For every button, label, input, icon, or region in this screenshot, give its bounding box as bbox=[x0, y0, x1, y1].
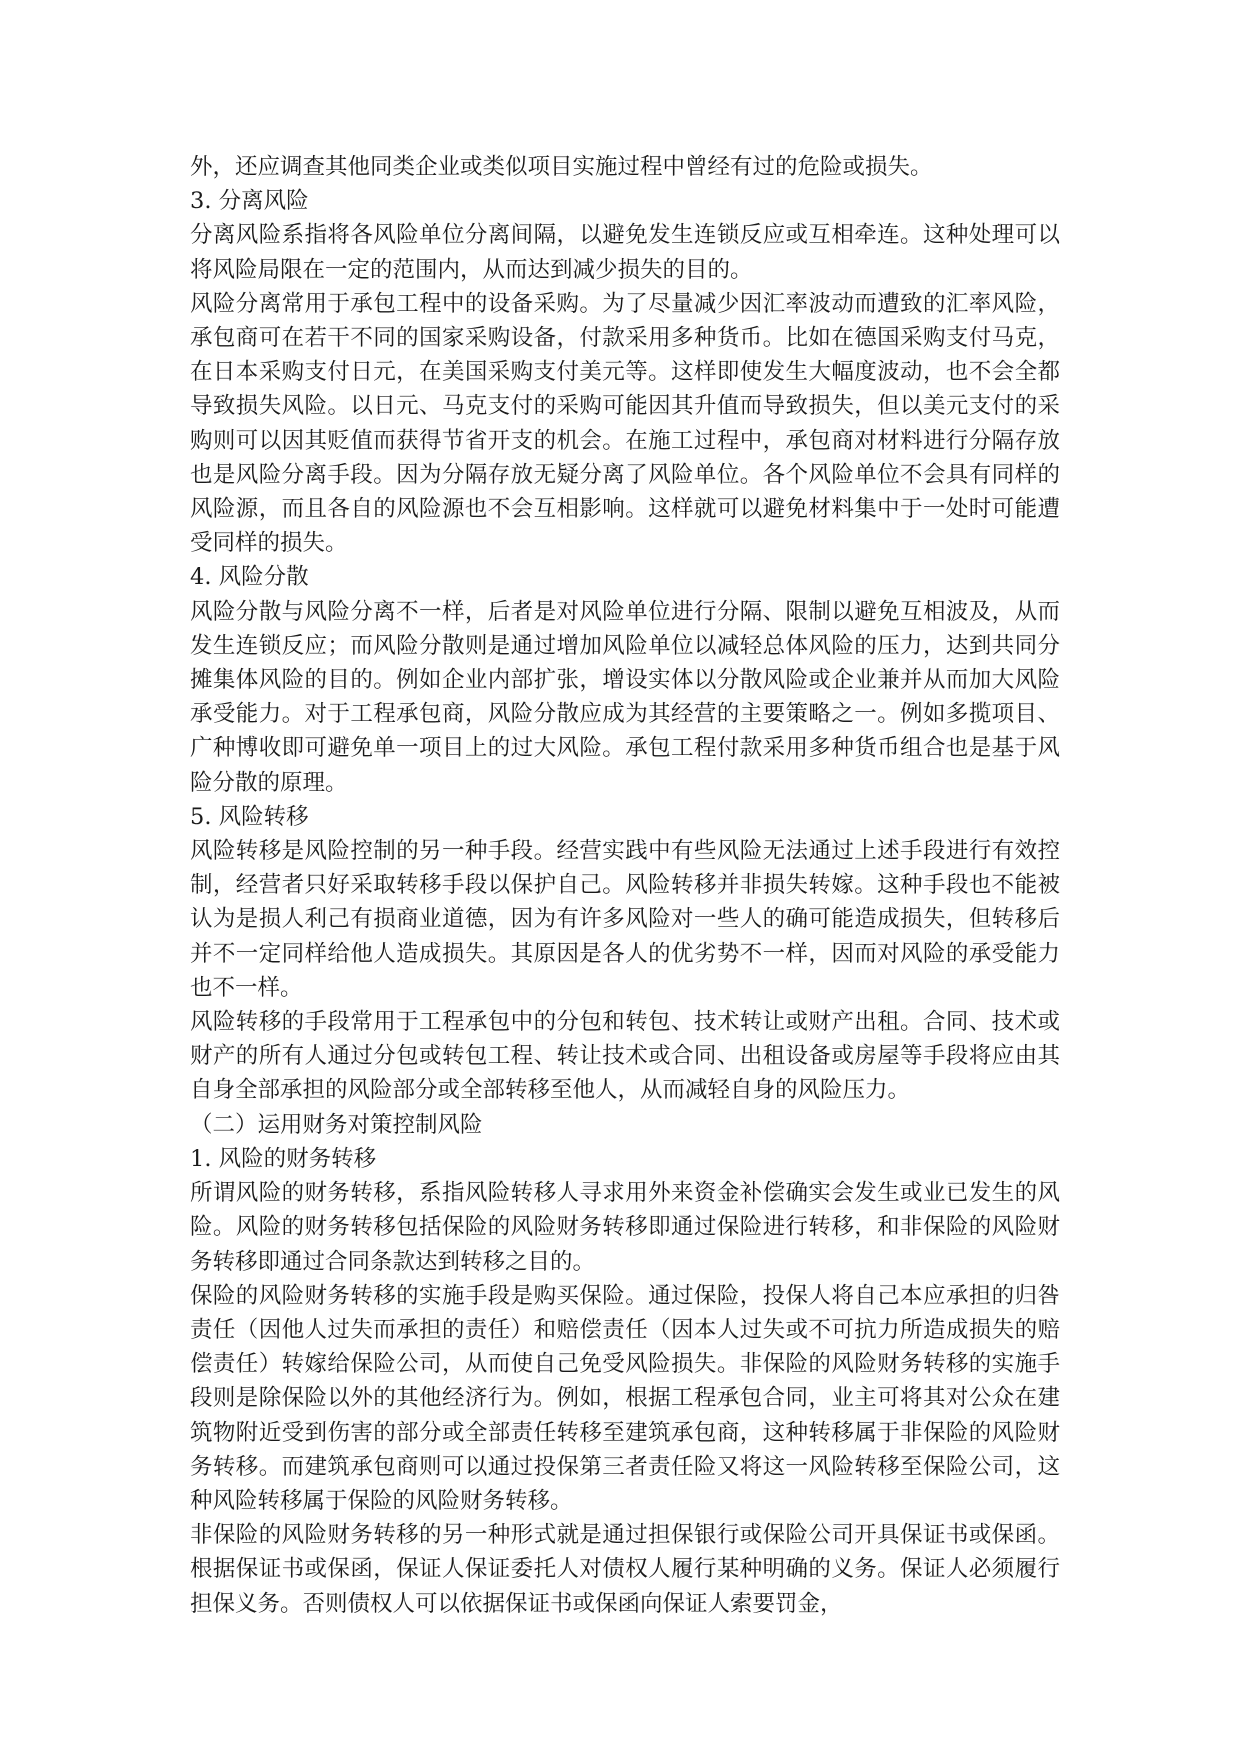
paragraph: 风险分散与风险分离不一样，后者是对风险单位进行分隔、限制以避免互相波及，从而发生连锁反应；而风险分散则是通过增加风险单位以减轻总体风险的压力，达到共同分摊集体风险的目的。例如企业内部扩张，增设实体以分散风险或企业兼并从而加大风险承受能力。对于工程承包商，风险分散应成为其经营的主要策略之一。例如多揽项目、广种博收即可避免单一项目上的过大风险。承包工程付款采用多种货币组合也是基于风险分散的原理。 bbox=[190, 598, 1060, 796]
paragraph-continuation: 外，还应调查其他同类企业或类似项目实施过程中曾经有过的危险或损失。 bbox=[190, 154, 933, 180]
document-body bbox=[190, 150, 1060, 1621]
paragraph: 风险转移是风险控制的另一种手段。经营实践中有些风险无法通过上述手段进行有效控制，经营者只好采取转移手段以保护自己。风险转移并非损失转嫁。这种手段也不能被认为是损人利己有损商业道德，因为有许多风险对一些人的确可能造成损失，但转移后并不一定同样给他人造成损失。其原因是各人的优劣势不一样，因而对风险的承受能力也不一样。 bbox=[190, 838, 1060, 1001]
heading-risk-diversification: 4. 风险分散 bbox=[190, 564, 309, 591]
paragraph: 风险分离常用于承包工程中的设备采购。为了尽量减少因汇率波动而遭致的汇率风险，承包商可在若干不同的国家采购设备，付款采用多种货币。比如在德国采购支付马克，在日本采购支付日元，在美国采购支付美元等。这样即使发生大幅度波动，也不会全都导致损失风险。以日元、马克支付的采购可能因其升值而导致损失，但以美元支付的采购则可以因其贬值而获得节省开支的机会。在施工过程中，承包商对材料进行分隔存放也是风险分离手段。因为分隔存放无疑分离了风险单位。各个风险单位不会具有同样的风险源，而且各自的风险源也不会互相影响。这样就可以避免材料集中于一处时可能遭受同样的损失。 bbox=[190, 290, 1060, 557]
heading-separation-risk: 3. 分离风险 bbox=[190, 188, 309, 215]
heading-risk-transfer: 5. 风险转移 bbox=[190, 803, 309, 830]
paragraph: 保险的风险财务转移的实施手段是购买保险。通过保险，投保人将自己本应承担的归咎责任（因他人过失而承担的责任）和赔偿责任（因本人过失或不可抗力所造成损失的赔偿责任）转嫁给保险公司，从而使自己免受风险损失。非保险的风险财务转移的实施手段则是除保险以外的其他经济行为。例如，根据工程承包合同，业主可将其对公众在建筑物附近受到伤害的部分或全部责任转移至建筑承包商，这种转移属于非保险的风险财务转移。而建筑承包商则可以通过投保第三者责任险又将这一风险转移至保险公司，这种风险转移属于保险的风险财务转移。 bbox=[190, 1282, 1060, 1514]
paragraph: 所谓风险的财务转移，系指风险转移人寻求用外来资金补偿确实会发生或业已发生的风险。风险的财务转移包括保险的风险财务转移即通过保险进行转移，和非保险的风险财务转移即通过合同条款达到转移之目的。 bbox=[190, 1180, 1060, 1275]
heading-financial-measures: （二）运用财务对策控制风险 bbox=[190, 1111, 483, 1138]
heading-financial-transfer: 1. 风险的财务转移 bbox=[190, 1145, 377, 1172]
paragraph: 风险转移的手段常用于工程承包中的分包和转包、技术转让或财产出租。合同、技术或财产的所有人通过分包或转包工程、转让技术或合同、出租设备或房屋等手段将应由其自身全部承担的风险部分或全部转移至他人，从而减轻自身的风险压力。 bbox=[190, 1009, 1060, 1104]
paragraph: 分离风险系指将各风险单位分离间隔，以避免发生连锁反应或互相牵连。这种处理可以将风险局限在一定的范围内，从而达到减少损失的目的。 bbox=[190, 222, 1060, 283]
paragraph: 非保险的风险财务转移的另一种形式就是通过担保银行或保险公司开具保证书或保函。根据保证书或保函，保证人保证委托人对债权人履行某种明确的义务。保证人必须履行担保义务。否则债权人可以依据保证书或保函向保证人索要罚金， bbox=[190, 1522, 1060, 1617]
